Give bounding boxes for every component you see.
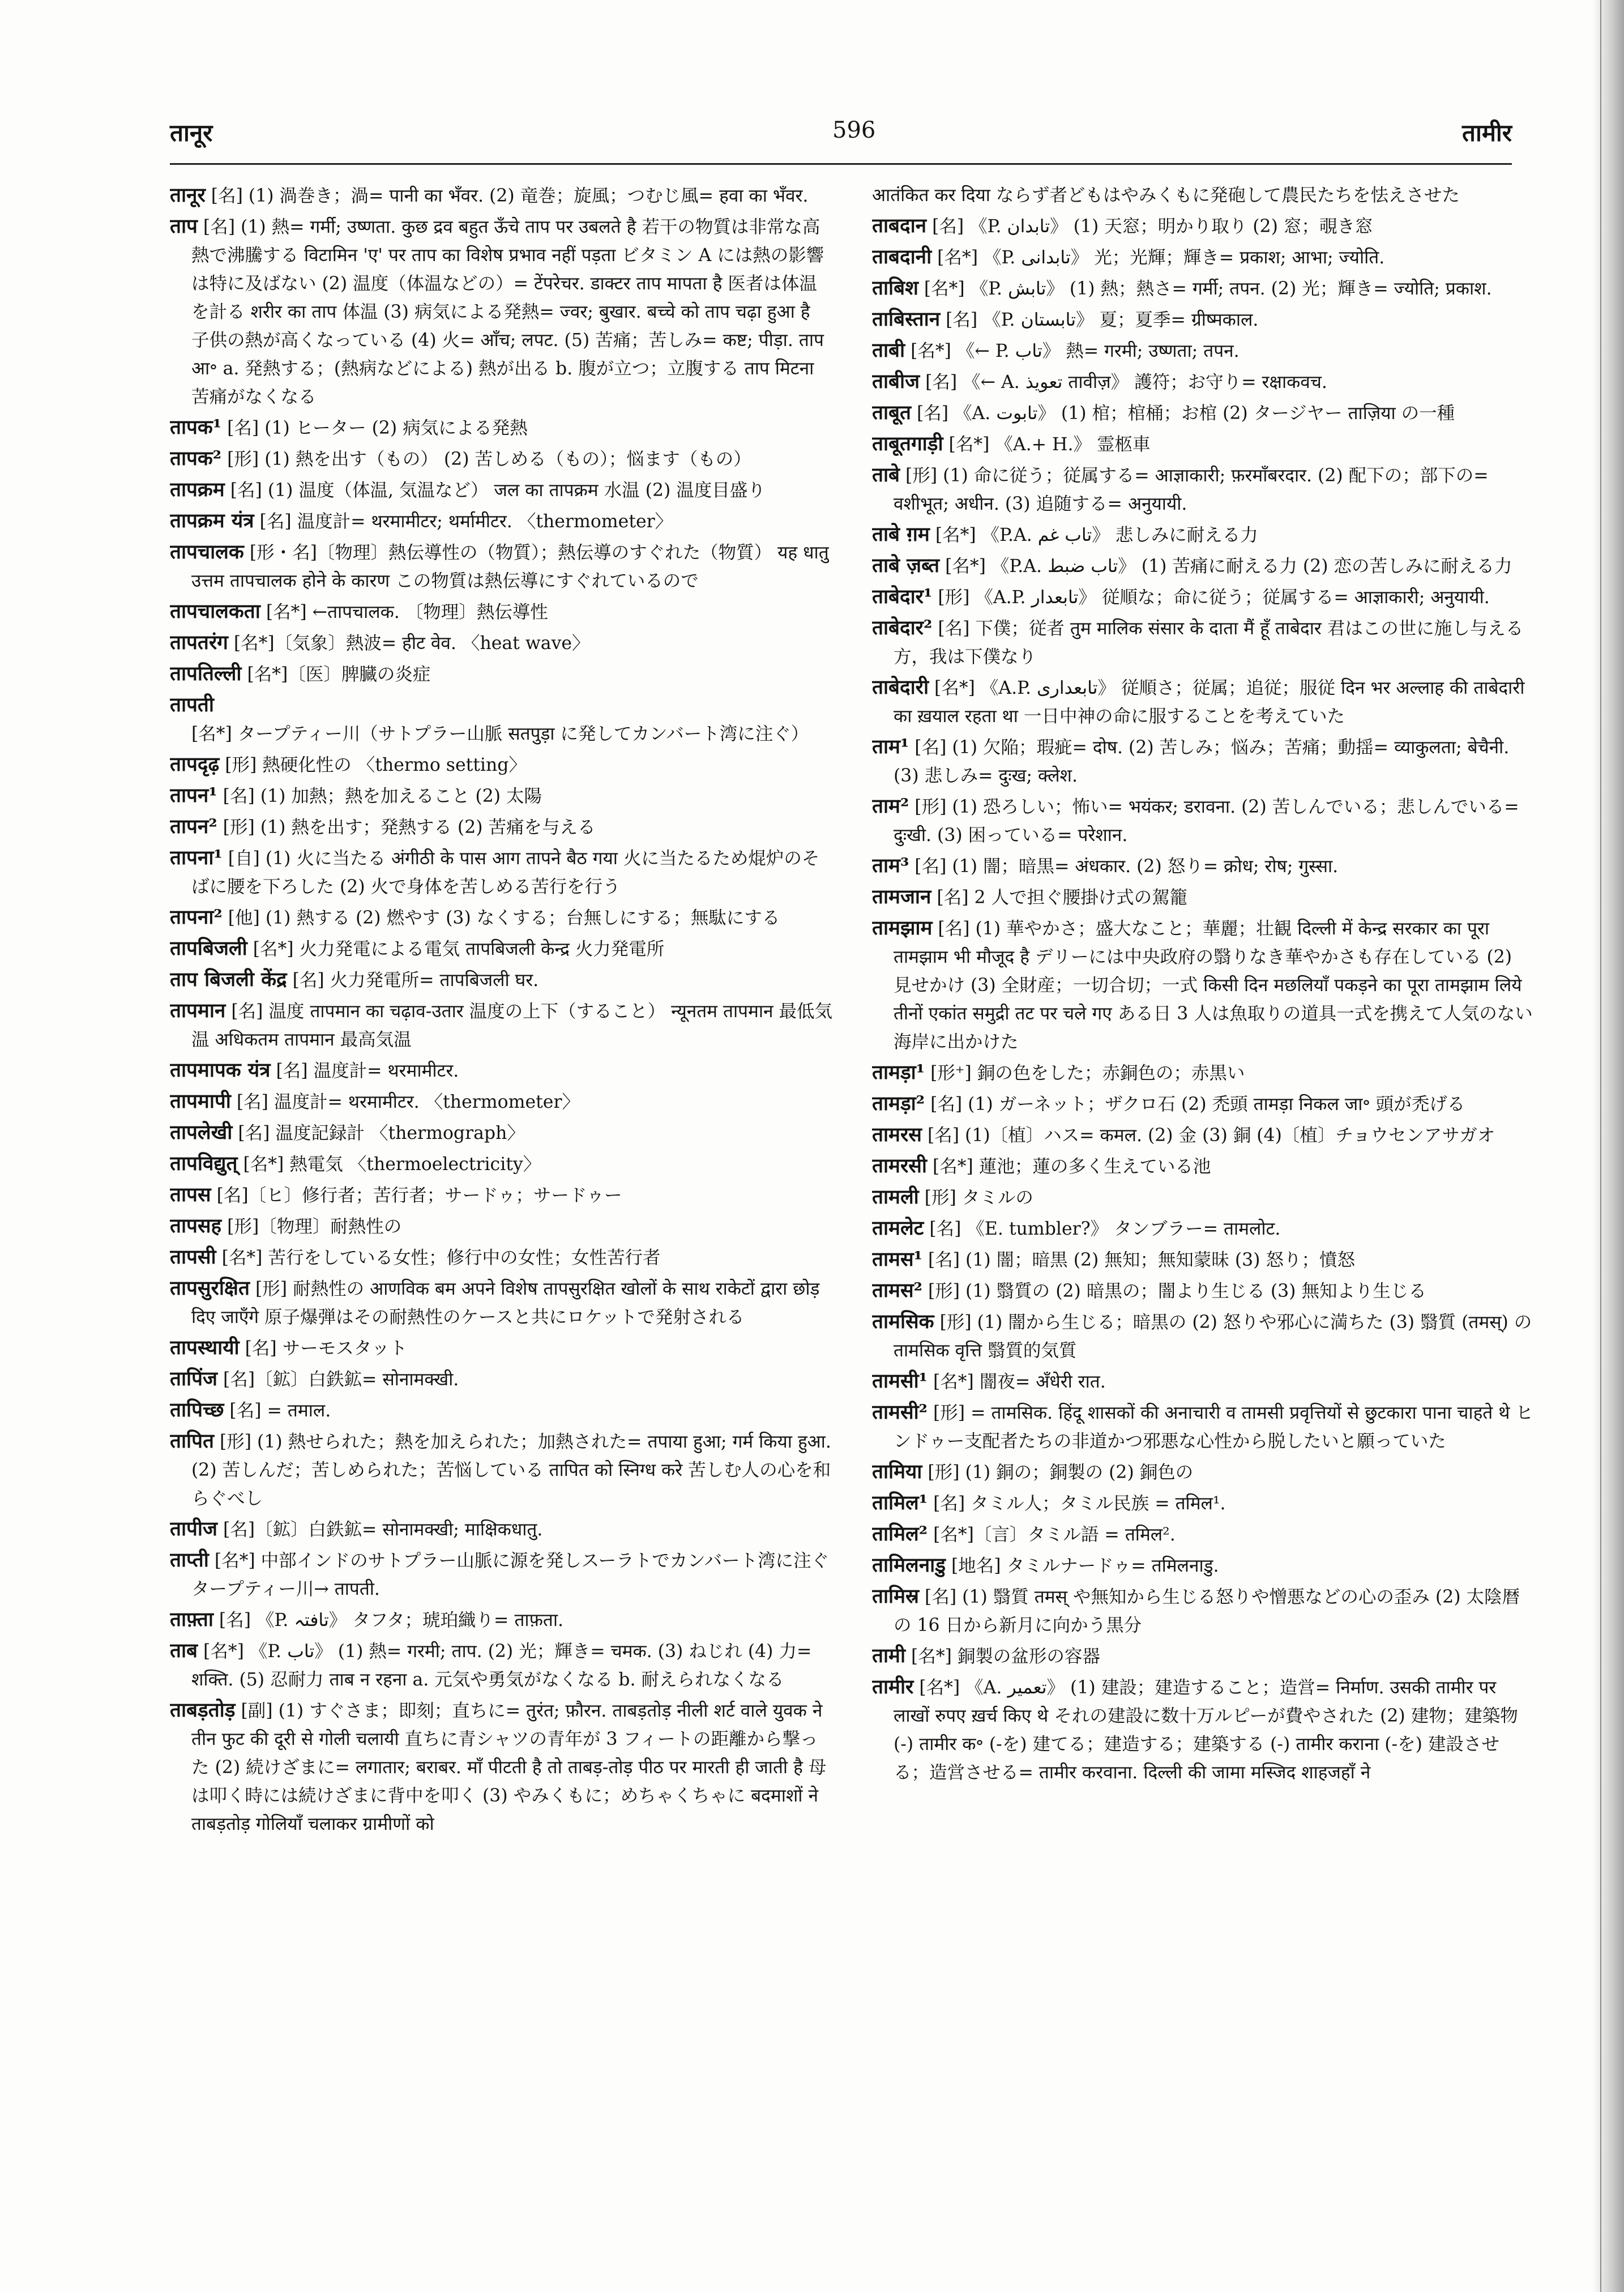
entry-headword: तामिल² <box>872 1522 928 1546</box>
entry-headword: ताम¹ <box>872 735 909 758</box>
entry-definition: [名*] 苦行をしている女性；修行中の女性；女性苦行者 <box>221 1248 661 1268</box>
dictionary-entry <box>872 399 1535 428</box>
dictionary-entry <box>170 1119 832 1147</box>
left-column <box>170 181 832 2243</box>
entry-headword: तापविद्युत् <box>170 1152 238 1175</box>
entry-definition: [他] (1) 熱する (2) 燃やす (3) なくする；台無しにする；無駄にする <box>228 908 780 928</box>
entry-headword: तामीर <box>872 1675 914 1698</box>
entry-headword: तामड़ा² <box>872 1092 925 1115</box>
entry-headword: ताबेदार¹ <box>872 585 933 608</box>
entry-headword: तामिया <box>872 1460 922 1483</box>
entry-headword: तानूर <box>170 183 206 207</box>
entry-headword: ताबी <box>872 339 905 362</box>
entry-definition: [名*] 火力発電による電気 तापबिजली केन्द्र 火力発電所 <box>253 939 665 959</box>
entry-headword: ताप <box>170 215 198 238</box>
entry-definition: [名]〔鉱〕白鉄鉱= सोनामक्खी. <box>223 1369 459 1390</box>
entry-definition: [名] 《P. تابستان》 夏；夏季= ग्रीष्मकाल. <box>946 310 1259 330</box>
running-head-last-entry: तामीर <box>1462 119 1512 147</box>
entry-headword: ताम³ <box>872 854 909 877</box>
entry-definition: [名] (1) ガーネット；ザクロ石 (2) 禿頭 तामड़ा निकल जा॰ 頭が禿げる <box>930 1094 1465 1115</box>
entry-definition: [形] 《A.P. تابعدار》 従順な；命に従う；従属する= आज्ञाकारी; अनुयायी. <box>938 587 1490 608</box>
dictionary-entry <box>170 1546 832 1603</box>
dictionary-entry <box>872 274 1535 303</box>
entry-definition: [名] (1) 熱= गर्मी; उष्णता. कुछ द्रव बहुत ऊँचे ताप पर उबलते है 若干の物質は非常な高熱で沸騰する विटामिन 'ए' पर ताप का विशेष प्रभाव नहीं पड़ता ビタミン A には熱の影響は特に及ばない (2) 温度（体温などの）= टेंपरेचर. डाक्टर ताप मापता है 医者は体温を計る शरीर का ताप 体温 (3) 病気による発熱= ज्वर; बुखार. बच्चे को ताप चढ़ा हुआ है 子供の熱が高くなっている (4) 火= आँच; लपट. (5) 苦痛；苦しみ= कष्ट; पीड़ा. ताप आ॰ a. 発熱する；(熱病などによる) 熱が出る b. 腹が立つ；立腹する ताप मिटना 苦痛がなくなる <box>191 217 824 407</box>
entry-headword: ताबड़तोड़ <box>170 1698 236 1722</box>
entry-definition: [名] サーモスタット <box>245 1338 408 1359</box>
entry-headword: तामलेट <box>872 1217 924 1240</box>
entry-definition: [名*]〔気象〕熱波= हीट वेव. 〈heat wave〉 <box>233 633 590 654</box>
entry-headword: ताबेदारी <box>872 676 929 699</box>
dictionary-entry <box>872 520 1535 549</box>
entry-headword: तामस¹ <box>872 1248 922 1271</box>
dictionary-entry <box>872 1308 1535 1365</box>
entry-headword: तापसह <box>170 1214 222 1237</box>
dictionary-entry <box>872 1367 1535 1396</box>
entry-definition: [名*] 熱電気 〈thermoelectricity〉 <box>243 1154 541 1175</box>
entry-definition: [名*] 《← P. تاب》 熱= गरमी; उष्णता; तपन. <box>911 341 1240 361</box>
entry-headword: ताबेदार² <box>872 616 933 639</box>
dictionary-entry <box>872 1642 1535 1671</box>
entry-definition: [名*] 《A.P. تابعداری》 従順さ；従属；追従；服従 दिन भर अल्लाह की ताबेदारी का ख़याल रहता था 一日中神の命に服することを考えていた <box>894 678 1525 727</box>
entry-definition: [名] 《P. تابدان》 (1) 天窓；明かり取り (2) 窓；覗き窓 <box>932 216 1373 237</box>
dictionary-entry <box>170 1087 832 1116</box>
entry-headword: ताबूतगाड़ी <box>872 432 943 455</box>
entry-headword: तापबिजली <box>170 937 247 960</box>
entry-headword: तामड़ा¹ <box>872 1061 925 1084</box>
dictionary-entry <box>170 507 832 536</box>
entry-headword: तापदृढ़ <box>170 753 220 776</box>
entry-definition: [名] (1)〔植〕ハス= कमल. (2) 金 (3) 銅 (4)〔植〕チョウセンアサガオ <box>927 1125 1495 1146</box>
entry-definition: [名*] 《P. تابش》 (1) 熱；熱さ= गर्मी; तपन. (2) 光；輝き= ज्योति; प्रकाश. <box>924 279 1492 299</box>
entry-headword: ताबे <box>872 463 900 486</box>
dictionary-entry <box>170 445 832 473</box>
dictionary-entry <box>872 1058 1535 1087</box>
dictionary-entry <box>872 614 1535 671</box>
dictionary-entry <box>170 413 832 442</box>
dictionary-entry <box>872 1152 1535 1181</box>
entry-definition: [名] (1) 闇；暗黒 (2) 無知；無知蒙昧 (3) 怒り；憤怒 <box>928 1250 1355 1270</box>
entry-headword: तापस <box>170 1183 211 1206</box>
entry-headword: ताबे ग़म <box>872 523 930 546</box>
dictionary-entry <box>170 597 832 626</box>
entry-definition: [名*] 銅製の盆形の容器 <box>911 1646 1100 1667</box>
entry-definition: [名] (1) 翳質 तमस् や無知から生じる怒りや憎悪などの心の歪み (2) 太陰暦の 16 日から新月に向かう黒分 <box>894 1587 1520 1636</box>
entry-headword: तामरसी <box>872 1154 927 1177</box>
dictionary-entry <box>170 1365 832 1394</box>
entry-headword: तामरस <box>872 1123 922 1146</box>
dictionary-entry <box>872 1489 1535 1518</box>
entry-definition: [名] 《← A. تعویذ तावीज़》 護符；お守り= रक्षाकवच. <box>925 372 1327 392</box>
entry-definition: [名] (1) ヒーター (2) 病気による発熱 <box>227 418 528 438</box>
entry-headword: तापमापक यंत्र <box>170 1058 271 1082</box>
dictionary-entry <box>170 1334 832 1363</box>
page-header <box>170 116 1512 156</box>
entry-headword: तापतिल्ली <box>170 662 242 685</box>
entry-headword: ताम² <box>872 795 909 818</box>
dictionary-entry <box>170 750 832 779</box>
entry-headword: तापीज <box>170 1517 217 1540</box>
dictionary-entry <box>170 660 832 689</box>
binding-shadow <box>1593 0 1624 2292</box>
entry-definition: [名] 温度 तापमान का चढ़ाव-उतार 温度の上下（すること） न्यूनतम तापमान 最低気温 अधिकतम तापमान 最高気温 <box>191 1001 832 1050</box>
entry-definition: [形] 耐熱性の आणविक बम अपने विशेष तापसुरक्षित खोलों के साथ राकेटों द्वारा छोड़ दिए जाएँगे 原子爆弾はその耐熱性のケースと共にロケットで発射される <box>191 1279 820 1328</box>
entry-headword: तापक² <box>170 447 222 470</box>
dictionary-entry <box>170 1150 832 1179</box>
entry-headword: तामिस्र <box>872 1585 920 1608</box>
entry-headword: ताबीज <box>872 370 920 393</box>
entry-definition: [形] (1) 翳質の (2) 暗黒の；闇より生じる (3) 無知より生じる <box>928 1281 1426 1301</box>
entry-definition: [名*] タープティー川（サトプラー山脈 सतपुड़ा に発してカンバート湾に注ぐ） <box>191 724 809 744</box>
entry-headword: ताप्ती <box>170 1548 209 1572</box>
dictionary-entry <box>872 336 1535 365</box>
entry-definition: [形] タミルの <box>924 1188 1033 1208</box>
entry-headword: तापन² <box>170 815 217 838</box>
dictionary-entry <box>872 1458 1535 1487</box>
entry-headword: ताप बिजली केंद्र <box>170 968 287 991</box>
entry-definition: [名] = तमाल. <box>229 1401 331 1421</box>
entry-headword: तापमापी <box>170 1090 231 1113</box>
entry-headword: तापना¹ <box>170 846 223 869</box>
entry-definition: [名] 温度計= थरमामीटर. 〈thermometer〉 <box>236 1092 580 1112</box>
entry-definition: [名*] 《P. تابدانی》 光；光輝；輝き= प्रकाश; आभा; ज्योति. <box>937 247 1385 268</box>
dictionary-entry <box>872 1090 1535 1119</box>
dictionary-entry <box>170 691 832 748</box>
entry-headword: तामी <box>872 1644 906 1667</box>
dictionary-entry <box>872 852 1535 881</box>
dictionary-entry <box>170 1212 832 1241</box>
dictionary-entry <box>170 1427 832 1513</box>
entry-headword: तामिल¹ <box>872 1491 928 1514</box>
dictionary-entry <box>872 1214 1535 1243</box>
entry-headword: तामसिक <box>872 1310 934 1333</box>
dictionary-entry <box>872 673 1535 731</box>
entry-headword: तापतरंग <box>170 631 228 654</box>
entry-headword: तापक्रम <box>170 478 225 501</box>
entry-headword: तापलेखी <box>170 1121 233 1144</box>
entry-definition: [名] 下僕；従者 तुम मालिक संसार के दाता मैं हूँ ताबेदार 君はこの世に施し与える方，我は下僕なり <box>894 618 1524 667</box>
dictionary-entry <box>872 552 1535 581</box>
entry-definition: [形] (1) 銅の；銅製の (2) 銅色の <box>928 1462 1194 1483</box>
entry-headword: तामजान <box>872 885 931 908</box>
entry-headword: ताबदानी <box>872 245 932 268</box>
entry-headword: तापिंज <box>170 1367 217 1390</box>
entry-definition: [名] (1) 温度（体温, 気温など） जल का तापक्रम 水温 (2) 温度目盛り <box>230 480 766 501</box>
dictionary-entry <box>170 181 832 210</box>
dictionary-entry <box>170 1696 832 1838</box>
entry-definition: [形] = तामसिक. हिंदू शासकों की अनाचारी व तामसी प्रवृत्तियों से छुटकारा पाना चाहते थे ヒンドゥー支配者たちの非道かつ邪悪な心性から脱したいと願っていた <box>894 1403 1533 1452</box>
entry-headword: ताबिस्तान <box>872 308 941 331</box>
right-column <box>872 181 1535 2243</box>
entry-definition: [名]〔ヒ〕修行者；苦行者；サードゥ；サードゥー <box>216 1185 622 1206</box>
dictionary-entry <box>170 538 832 595</box>
entry-definition: [副] (1) すぐさま；即刻；直ちに= तुरंत; फ़ौरन. ताबड़तोड़ नीली शर्ट वाले युवक ने तीन फुट की दूरी से गोली चलायी 直ちに青シャツの青年が 3 フィートの距離から撃った (2) 続けざまに= लगातार; बराबर. माँ पीटती है तो ताबड़-तोड़ पीठ पर मारती ही जाती है 母は叩く時には続けざまに背中を叩く (3) やみくもに；めちゃくちゃに बदमाशों ने ताबड़तोड़ गोलियाँ चलाकर ग्रामीणों को <box>191 1701 827 1834</box>
entry-definition: [名] (1) 闇；暗黒= अंधकार. (2) 怒り= क्रोध; रोष; गुस्सा. <box>914 856 1339 877</box>
entry-definition: [名] (1) 欠陥；瑕疵= दोष. (2) 苦しみ；悩み；苦痛；動揺= व्याकुलता; बेचैनी. (3) 悲しみ= दुःख; क्लेश. <box>894 737 1510 786</box>
entry-headword: तापना² <box>170 906 223 929</box>
entry-definition: [名] 2 人で担ぐ腰掛け式の駕籠 <box>937 887 1188 908</box>
entry-definition: [名] 温度記録計 〈thermograph〉 <box>238 1123 525 1143</box>
dictionary-entry <box>872 1551 1535 1580</box>
dictionary-entry <box>872 1673 1535 1787</box>
entry-definition: [形] (1) 熱を出す（もの） (2) 苦しめる（もの）；悩ます（もの） <box>227 449 751 470</box>
entry-definition: [名*] 《P.A. تاب ضبط》 (1) 苦痛に耐える力 (2) 恋の苦しみに耐える力 <box>945 556 1512 577</box>
dictionary-entry <box>872 243 1535 272</box>
entry-headword: तापमान <box>170 999 226 1022</box>
entry-definition: [名*]〔医〕脾臓の炎症 <box>247 664 431 685</box>
header-rule <box>170 163 1512 165</box>
dictionary-entry <box>872 1582 1535 1640</box>
dictionary-entry <box>872 368 1535 396</box>
entry-headword: ताबे ज़ब्त <box>872 554 940 577</box>
entry-headword: तामझाम <box>872 916 933 940</box>
entry-definition: [名] (1) 渦巻き；渦= पानी का भँवर. (2) 竜巻；旋風；つむじ風= हवा का भँवर. <box>211 186 809 206</box>
entry-definition: [名]〔鉱〕白鉄鉱= सोनामक्खी; माक्षिकधातु. <box>223 1520 543 1540</box>
dictionary-entry <box>170 782 832 810</box>
entry-definition: [自] (1) 火に当たる अंगीठी के पास आग तापने बैठ गया 火に当たるため焜炉のそばに腰を下ろした (2) 火で身体を苦しめる苦行を行う <box>191 848 820 897</box>
dictionary-entry <box>170 1637 832 1694</box>
dictionary-entry <box>170 997 832 1054</box>
dictionary-entry <box>872 1398 1535 1456</box>
dictionary-entry <box>170 1056 832 1085</box>
dictionary-entry <box>872 1520 1535 1549</box>
entry-definition: [名] 《P. تافتہ》 タフタ；琥珀織り= ताफ़ता. <box>219 1610 563 1631</box>
entry-headword: तापक्रम यंत्र <box>170 509 254 532</box>
dictionary-entry <box>872 1121 1535 1150</box>
entry-definition: [形] 熱硬化性の 〈thermo setting〉 <box>225 755 527 775</box>
entry-headword: तापसुरक्षित <box>170 1277 250 1300</box>
entry-definition: [名*] 中部インドのサトプラー山脈に源を発しスーラトでカンバート湾に注ぐタープティー川→ तापती. <box>191 1551 829 1599</box>
page-number: 596 <box>832 117 876 143</box>
entry-definition: [名] 温度計= थरमामीटर. <box>276 1061 459 1081</box>
dictionary-entry <box>170 903 832 932</box>
dictionary-entry <box>872 461 1535 518</box>
entry-headword: तापचालकता <box>170 600 260 623</box>
entry-headword: तापती <box>170 693 214 716</box>
dictionary-entry <box>170 1606 832 1634</box>
entry-headword: तापिच्छ <box>170 1398 224 1422</box>
dictionary-entry <box>170 934 832 963</box>
dictionary-entry <box>170 212 832 411</box>
entry-definition: [名] 温度計= थरमामीटर; थर्मामीटर. 〈thermometer〉 <box>259 511 673 532</box>
entry-definition: [名] タミル人；タミル民族 = तमिल¹. <box>933 1493 1226 1514</box>
dictionary-entry <box>872 1245 1535 1274</box>
dictionary-entry <box>170 844 832 901</box>
entry-definition: [名] (1) 加熱；熱を加えること (2) 太陽 <box>223 786 542 806</box>
entry-definition: [形・名]〔物理〕熱伝導性の（物質）；熱伝導のすぐれた（物質） यह धातु उत्तम तापचालक होने के कारण この物質は熱伝導にすぐれているので <box>191 543 829 591</box>
entry-headword: तापचालक <box>170 540 244 564</box>
entry-definition: [名] (1) 華やかさ；盛大なこと；華麗；壮観 दिल्ली में केन्द्र सरकार का पूरा तामझाम भी मौजूद है デリーには中央政府の翳りなき華やかさも存在している (2) 見せかけ (3) 全財産；一切合切；一式 किसी दिन मछलियाँ पकड़ने का पूरा तामझाम लिये तीनों एकांत समुद्री तट पर चले गए ある日 3 人は魚取りの道具一式を携えて人気のない海岸に出かけた <box>894 919 1533 1052</box>
entry-definition: [名*] 蓮池；蓮の多く生えている池 <box>933 1156 1211 1177</box>
entry-definition: [形] (1) 命に従う；従属する= आज्ञाकारी; फ़रमाँबरदार. (2) 配下の；部下の= वशीभूत; अधीन. (3) 追随する= अनुयायी. <box>894 466 1489 514</box>
dictionary-entry <box>170 813 832 842</box>
entry-definition: [形⁺] 銅の色をした；赤銅色の；赤黒い <box>930 1063 1245 1083</box>
entry-headword: तापन¹ <box>170 784 217 807</box>
dictionary-entry <box>872 430 1535 459</box>
dictionary-entry <box>872 883 1535 912</box>
entry-definition: [名*] ←तापचालक. 〔物理〕熱伝導性 <box>266 602 548 622</box>
entry-definition: [名*] 《P.A. تاب غم》 悲しみに耐える力 <box>935 525 1258 545</box>
entry-definition: [形] (1) 熱を出す；発熱する (2) 苦痛を与える <box>223 817 596 838</box>
entry-headword: तापित <box>170 1429 214 1453</box>
entry-definition: [形]〔物理〕耐熱性の <box>227 1217 402 1237</box>
dictionary-entry <box>170 1515 832 1544</box>
entry-headword: ताबदान <box>872 214 927 237</box>
binding-edge <box>1600 0 1601 2292</box>
dictionary-entry <box>170 1243 832 1272</box>
entry-headword: तामिलनाडु <box>872 1553 946 1577</box>
entry-headword: ताबिश <box>872 276 918 300</box>
entry-headword: तापस्थायी <box>170 1336 240 1359</box>
dictionary-entry <box>872 733 1535 790</box>
dictionary-entry <box>872 212 1535 241</box>
entry-definition: [形] (1) 闇から生じる；暗黒の (2) 怒りや邪心に満ちた (3) 翳質 (तमस्) の तामसिक वृत्ति 翳質的気質 <box>894 1312 1532 1361</box>
entry-definition: आतंकित कर दिया ならず者どもはやみくもに発砲して農民たちを怯えさせた <box>872 185 1460 206</box>
entry-definition: [名] 《E. tumbler?》 タンブラー= तामलोट. <box>929 1219 1281 1239</box>
entry-headword: ताबूत <box>872 401 911 424</box>
dictionary-entry <box>170 1181 832 1210</box>
dictionary-entry <box>872 305 1535 334</box>
dictionary-entry <box>872 181 1535 210</box>
entry-headword: ताब <box>170 1639 198 1662</box>
entry-headword: तामस² <box>872 1279 922 1302</box>
entry-headword: तामली <box>872 1185 919 1209</box>
entry-definition: [名*] 《A. تعمیر》 (1) 建設；建造すること；造営= निर्माण. उसकी तामीर पर लाखों रुपए ख़र्च किए थे それの建設に数十万ルピーが費やされた (2) 建物；建築物 (-) तामीर क॰ (-を) 建てる；建造する；建築する (-) तामीर कराना (-を) 建設させる；造営させる= तामीर करवाना. दिल्ली की जामा मस्जिद शाहजहाँ ने <box>894 1678 1518 1783</box>
entry-definition: [名*]〔言〕タミル語 = तमिल². <box>933 1525 1176 1545</box>
dictionary-entry <box>872 914 1535 1056</box>
entry-definition: [形] (1) 恐ろしい；怖い= भयंकर; डरावना. (2) 苦しんでいる；悲しんでいる= दुःखी. (3) 困っている= परेशान. <box>894 797 1519 846</box>
entry-definition: [名*] 《A.+ H.》 霊柩車 <box>948 434 1151 455</box>
dictionary-entry <box>872 583 1535 612</box>
dictionary-entry <box>170 1274 832 1331</box>
entry-definition: [地名] タミルナードゥ= तमिलनाडु. <box>951 1556 1219 1576</box>
entry-definition: [名] 《A. تابوت》 (1) 棺；棺桶；お棺 (2) タージヤー ताज़िया の一種 <box>916 403 1455 424</box>
dictionary-entry <box>872 1183 1535 1212</box>
dictionary-entry <box>170 1396 832 1425</box>
dictionary-entry <box>170 966 832 995</box>
entry-headword: तामसी¹ <box>872 1369 928 1393</box>
dictionary-entry <box>170 476 832 505</box>
entry-headword: तापसी <box>170 1245 216 1269</box>
entry-definition: [形] (1) 熱せられた；熱を加えられた；加熱された= तपाया हुआ; गर्म किया हुआ. (2) 苦しんだ；苦しめられた；苦悩している तापित को स्निग्ध करे 苦しむ人の心を和らぐべし <box>191 1432 831 1509</box>
entry-definition: [名] 火力発電所= तापबिजली घर. <box>292 970 539 991</box>
dictionary-entry <box>872 792 1535 850</box>
entry-headword: तापक¹ <box>170 416 222 439</box>
dictionary-entry <box>872 1277 1535 1305</box>
running-head-first-entry: तानूर <box>170 119 213 147</box>
dictionary-entry <box>170 629 832 658</box>
entry-headword: ताफ़्ता <box>170 1608 213 1631</box>
entry-definition: [名*] 闇夜= अँधेरी रात. <box>933 1372 1106 1392</box>
entry-headword: तामसी² <box>872 1401 928 1424</box>
entry-definition: [名*] 《P. تاب》 (1) 熱= गरमी; ताप. (2) 光；輝き= चमक. (3) ねじれ (4) 力= शक्ति. (5) 忍耐力 ताब न रहना a. 元気や勇気がなくなる b. 耐えられなくなる <box>191 1641 812 1690</box>
